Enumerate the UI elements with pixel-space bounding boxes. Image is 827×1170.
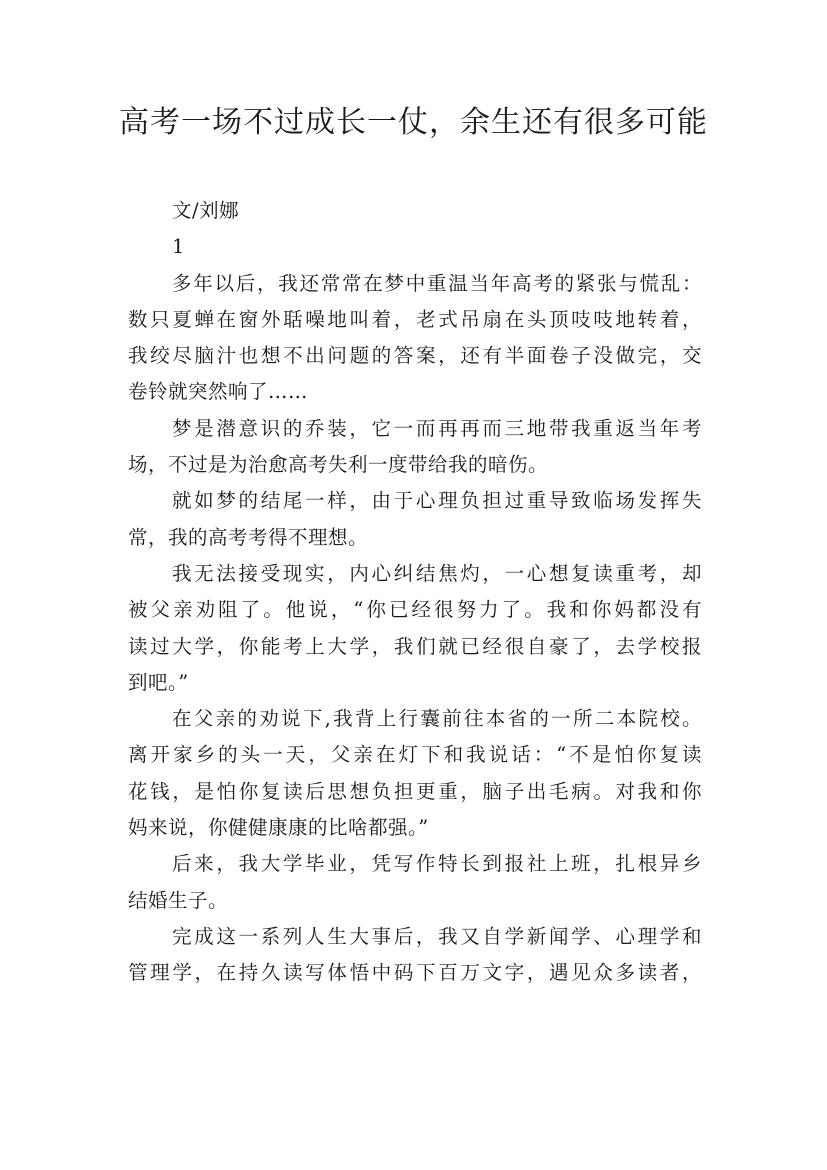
article-body [128,193,702,992]
paragraph-line: 后来，我大学毕业，凭写作特长到报社上班，扎根异乡 [172,852,702,876]
paragraph-line: 梦是潜意识的乔装，它一而再再而三地带我重返当年考 [172,416,702,440]
paragraph-line: 就如梦的结尾一样，由于心理负担过重导致临场发挥失 [172,489,702,513]
paragraph-line: 在父亲的劝说下,我背上行囊前往本省的一所二本院校。 [172,707,702,731]
paragraph-line: 被父亲劝阻了。他说，“你已经很努力了。我和你妈都没有 [128,598,702,622]
paragraph-line: 离开家乡的头一天，父亲在灯下和我说话：“不是怕你复读 [128,743,702,767]
paragraph-line: 妈来说，你健健康康的比啥都强。” [128,816,429,840]
paragraph-line: 管理学，在持久读写体悟中码下百万文字，遇见众多读者， [128,961,702,985]
article-title: 高考一场不过成长一仗，余生还有很多可能 [119,105,708,140]
paragraph-line: 结婚生子。 [128,888,229,912]
paragraph-line: 多年以后，我还常常在梦中重温当年高考的紧张与慌乱： [172,271,702,295]
paragraph-line: 我绞尽脑汁也想不出问题的答案，还有半面卷子没做完，交 [128,344,702,368]
paragraph-line: 卷铃就突然响了…… [128,380,309,404]
paragraph-line: 到吧。” [128,670,189,694]
paragraph-line: 完成这一系列人生大事后，我又自学新闻学、心理学和 [172,924,702,948]
paragraph-line: 数只夏蝉在窗外聒噪地叫着，老式吊扇在头顶吱吱地转着， [128,307,702,331]
section-number: 1 [172,235,185,259]
paragraph-line: 我无法接受现实，内心纠结焦灼，一心想复读重考，却 [172,561,702,585]
author-line: 文/刘娜 [172,199,240,222]
paragraph-line: 场，不过是为治愈高考失利一度带给我的暗伤。 [128,453,549,477]
paragraph-line: 读过大学，你能考上大学，我们就已经很自豪了，去学校报 [128,634,702,658]
paragraph-line: 常，我的高考考得不理想。 [128,525,369,549]
paragraph-line: 花钱，是怕你复读后思想负担更重，脑子出毛病。对我和你 [128,779,702,803]
